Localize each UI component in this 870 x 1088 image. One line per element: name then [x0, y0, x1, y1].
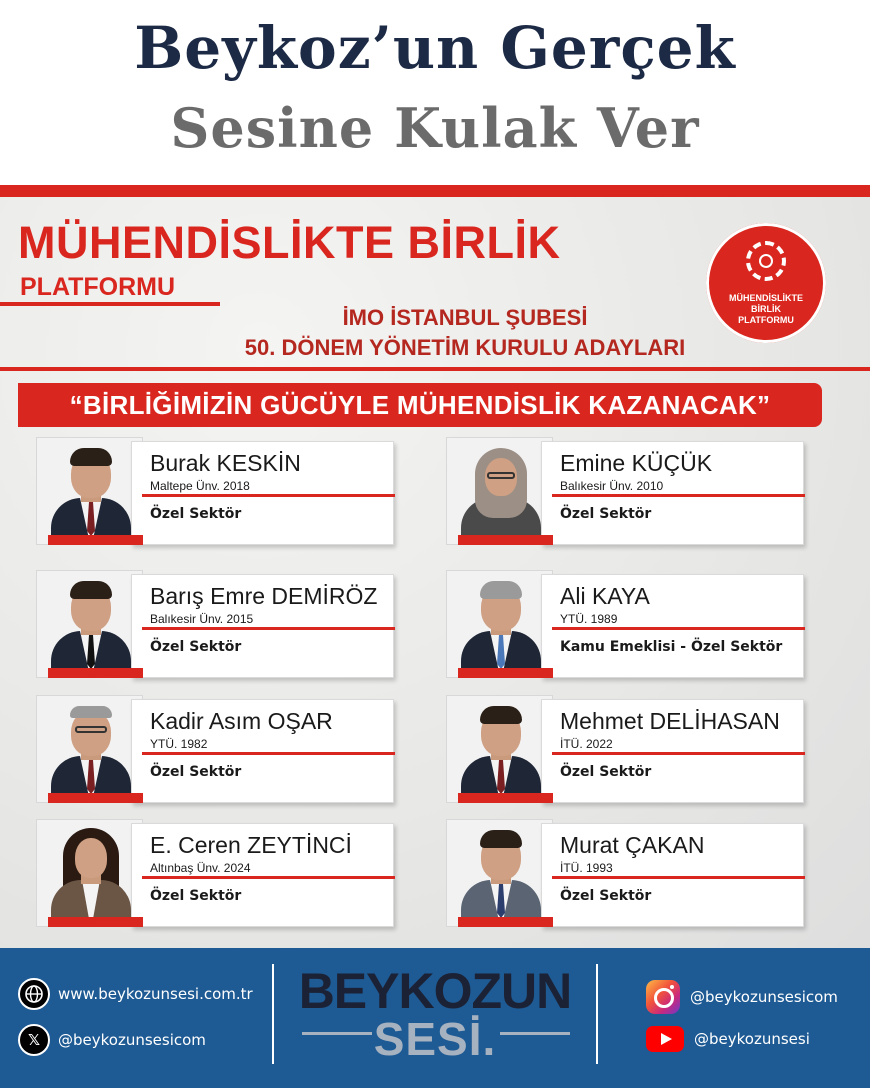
- candidate-card: [36, 695, 394, 803]
- candidate-card: [36, 570, 394, 678]
- headline-secondary: Sesine Kulak Ver: [170, 96, 700, 160]
- candidate-school: YTÜ. 1989: [560, 612, 618, 626]
- x-handle: @beykozunsesicom: [58, 1031, 206, 1049]
- poster-top-bar: [0, 185, 870, 197]
- candidate-poster: [0, 185, 870, 948]
- candidate-sector: Kamu Emeklisi - Özel Sektör: [560, 639, 783, 655]
- slogan-banner: “BİRLİĞİMİZİN GÜCÜYLE MÜHENDİSLİK KAZANACAK”: [18, 383, 822, 427]
- x-profile-link[interactable]: [18, 1024, 206, 1056]
- website-link[interactable]: [18, 978, 253, 1010]
- candidate-school: Balıkesir Ünv. 2010: [560, 479, 664, 493]
- poster-title: MÜHENDİSLİKTE BİRLİK: [18, 217, 561, 268]
- candidate-card: [36, 437, 394, 545]
- candidate-sector: Özel Sektör: [150, 888, 242, 904]
- instagram-link[interactable]: [646, 980, 838, 1014]
- candidate-name: Barış Emre DEMİRÖZ: [150, 583, 378, 609]
- candidate-school: Balıkesir Ünv. 2015: [150, 612, 254, 626]
- candidate-info: [131, 823, 394, 927]
- site-footer: [0, 948, 870, 1088]
- poster-election-line: 50. DÖNEM YÖNETİM KURULU ADAYLARI: [244, 335, 686, 360]
- candidate-name: Kadir Asım OŞAR: [150, 708, 333, 734]
- youtube-icon: [646, 1026, 684, 1052]
- candidate-photo: [36, 819, 143, 927]
- candidate-name: Ali KAYA: [560, 583, 650, 609]
- candidate-photo: [36, 570, 143, 678]
- candidate-info: [541, 441, 804, 545]
- candidate-photo: [36, 437, 143, 545]
- candidate-info: [541, 574, 804, 678]
- candidate-sector: Özel Sektör: [560, 506, 652, 522]
- candidate-school: Altınbaş Ünv. 2024: [150, 861, 251, 875]
- footer-divider-right: [596, 964, 598, 1064]
- instagram-icon: [646, 980, 680, 1014]
- x-logo-icon: 𝕏: [18, 1024, 50, 1056]
- candidate-school: YTÜ. 1982: [150, 737, 208, 751]
- candidate-school: İTÜ. 2022: [560, 737, 613, 751]
- candidate-info: [131, 574, 394, 678]
- candidate-name: Burak KESKİN: [150, 450, 301, 476]
- candidate-sector: Özel Sektör: [150, 506, 242, 522]
- candidate-info: [541, 823, 804, 927]
- website-url: www.beykozunsesi.com.tr: [58, 985, 253, 1003]
- poster-branch-line: İMO İSTANBUL ŞUBESİ: [342, 305, 588, 330]
- candidate-info: [541, 699, 804, 803]
- candidate-photo: [446, 819, 553, 927]
- headline-primary: Beykoz’un Gerçek: [134, 14, 736, 82]
- candidate-name: Mehmet DELİHASAN: [560, 708, 780, 734]
- poster-subtitle: PLATFORMU: [20, 273, 176, 301]
- page-header: [0, 0, 870, 185]
- youtube-link[interactable]: [646, 1026, 810, 1052]
- candidate-name: E. Ceren ZEYTİNCİ: [150, 832, 352, 858]
- candidate-photo: [446, 570, 553, 678]
- candidate-photo: [36, 695, 143, 803]
- brand-logo-top: BEYKOZUN: [298, 963, 572, 1019]
- candidate-card: [446, 695, 804, 803]
- platform-badge-logo: [706, 223, 826, 343]
- candidate-school: İTÜ. 1993: [560, 861, 613, 875]
- candidate-photo: [446, 695, 553, 803]
- badge-text: MÜHENDİSLİKTE BİRLİK PLATFORMU: [729, 293, 803, 325]
- candidate-sector: Özel Sektör: [560, 764, 652, 780]
- candidate-info: [131, 441, 394, 545]
- candidate-info: [131, 699, 394, 803]
- candidate-name: Murat ÇAKAN: [560, 832, 705, 858]
- brand-logo-bottom: SESİ.: [373, 1013, 497, 1065]
- poster-rule-bottom: [0, 367, 870, 371]
- footer-divider-left: [272, 964, 274, 1064]
- candidate-card: [446, 819, 804, 927]
- instagram-handle: @beykozunsesicom: [690, 988, 838, 1006]
- candidate-name: Emine KÜÇÜK: [560, 450, 713, 476]
- youtube-handle: @beykozunsesi: [694, 1030, 810, 1048]
- globe-icon: [18, 978, 50, 1010]
- candidate-photo: [446, 437, 553, 545]
- gear-center-icon: [759, 254, 773, 268]
- candidate-card: [446, 437, 804, 545]
- candidate-card: [446, 570, 804, 678]
- candidate-school: Maltepe Ünv. 2018: [150, 479, 250, 493]
- candidate-sector: Özel Sektör: [560, 888, 652, 904]
- candidate-sector: Özel Sektör: [150, 639, 242, 655]
- candidate-sector: Özel Sektör: [150, 764, 242, 780]
- candidate-card: [36, 819, 394, 927]
